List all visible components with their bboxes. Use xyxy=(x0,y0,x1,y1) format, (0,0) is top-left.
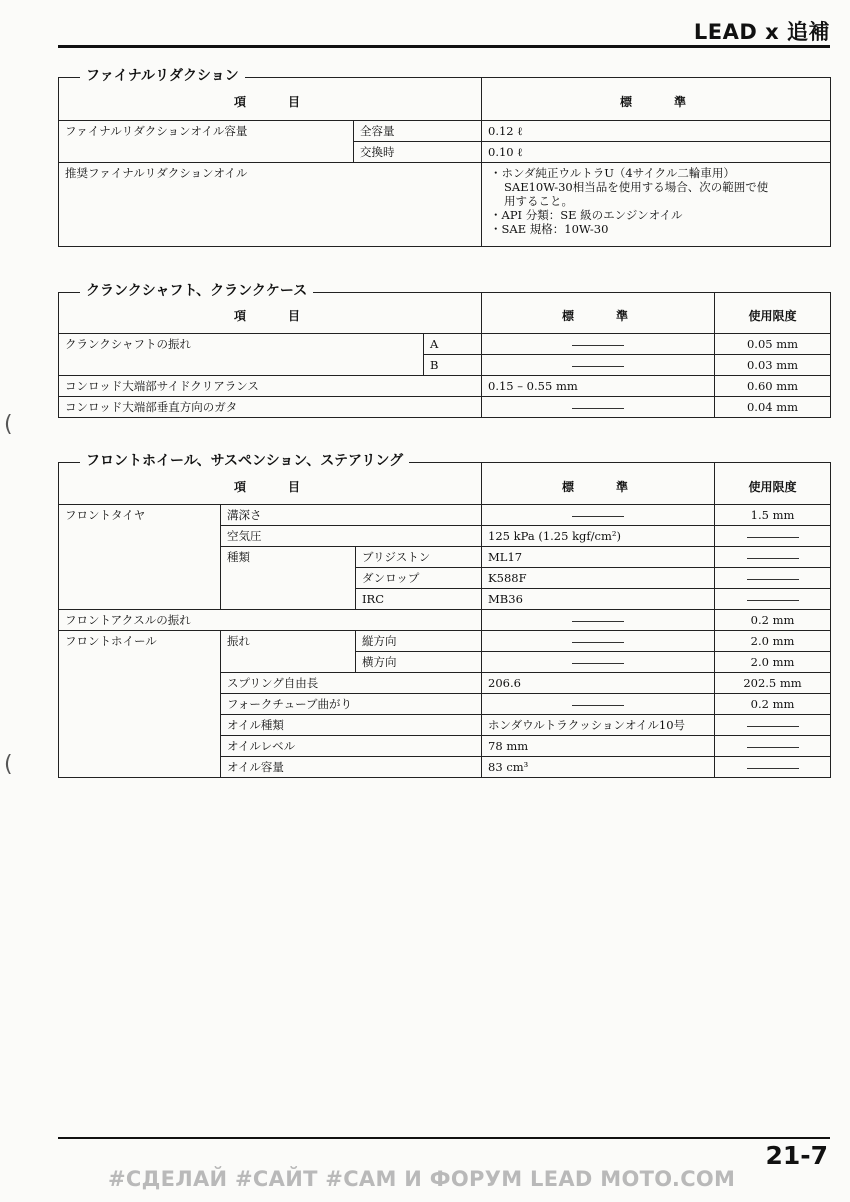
empty-standard xyxy=(482,505,715,526)
recommended-line: ・API 分類：SE 級のエンジンオイル xyxy=(490,208,683,222)
dunlop-label: ダンロップ xyxy=(356,568,482,589)
column-header-limit: 使用限度 xyxy=(715,463,831,505)
empty-standard xyxy=(482,397,715,418)
column-header-standard: 標 準 xyxy=(482,293,715,334)
empty-limit xyxy=(715,736,831,757)
spring-length-limit: 202.5 mm xyxy=(715,673,831,694)
final-reduction-table xyxy=(58,77,831,247)
binder-hole-mark: ( xyxy=(4,412,13,437)
oil-capacity-label: オイル容量 xyxy=(221,757,482,778)
empty-limit xyxy=(715,547,831,568)
empty-limit xyxy=(715,526,831,547)
dash xyxy=(747,747,799,748)
empty-standard xyxy=(482,334,715,355)
crankshaft-section xyxy=(58,283,830,418)
dash xyxy=(572,663,624,664)
oil-type-standard: ホンダウルトラクッションオイル10号 xyxy=(482,715,715,736)
vertical-runout-label: 縦方向 xyxy=(356,631,482,652)
point-b-limit: 0.03 mm xyxy=(715,355,831,376)
front-table xyxy=(58,462,831,778)
lateral-runout-label: 横方向 xyxy=(356,652,482,673)
empty-limit xyxy=(715,715,831,736)
recommended-line: ・SAE 規格：10W-30 xyxy=(490,222,609,236)
binder-hole-mark: ( xyxy=(4,752,13,777)
change-capacity-label: 交換時 xyxy=(354,142,482,163)
dash xyxy=(572,366,624,367)
dunlop-standard: K588F xyxy=(482,568,715,589)
pressure-label: 空気圧 xyxy=(221,526,482,547)
axle-runout-limit: 0.2 mm xyxy=(715,610,831,631)
column-header-item: 項 目 xyxy=(59,78,482,121)
page-number: 21-7 xyxy=(765,1141,828,1170)
oil-capacity-standard: 83 cm³ xyxy=(482,757,715,778)
front-section xyxy=(58,453,830,778)
oil-type-label: オイル種類 xyxy=(221,715,482,736)
spring-length-standard: 206.6 xyxy=(482,673,715,694)
section-title: ファイナルリダクション xyxy=(80,67,245,85)
dash xyxy=(747,768,799,769)
groove-depth-limit: 1.5 mm xyxy=(715,505,831,526)
oil-level-label: オイルレベル xyxy=(221,736,482,757)
crankshaft-table xyxy=(58,292,831,418)
recommended-line: 用すること。 xyxy=(504,194,574,208)
dash xyxy=(572,621,624,622)
recommended-line: SAE10W-30相当品を使用する場合、次の範囲で使 xyxy=(504,180,769,194)
empty-limit xyxy=(715,757,831,778)
irc-label: IRC xyxy=(356,589,482,610)
total-capacity-label: 全容量 xyxy=(354,121,482,142)
oil-capacity-label: ファイナルリダクションオイル容量 xyxy=(59,121,354,163)
side-clearance-label: コンロッド大端部サイドクリアランス xyxy=(59,376,482,397)
crankshaft-runout-label: クランクシャフトの振れ xyxy=(59,334,424,376)
empty-limit xyxy=(715,568,831,589)
dash xyxy=(572,345,624,346)
vertical-play-limit: 0.04 mm xyxy=(715,397,831,418)
tire-type-label: 種類 xyxy=(221,547,356,610)
lateral-runout-limit: 2.0 mm xyxy=(715,652,831,673)
recommended-line: ・ホンダ純正ウルトラU（4サイクル二輪車用） xyxy=(490,166,735,180)
groove-depth-label: 溝深さ xyxy=(221,505,482,526)
bridgestone-label: ブリジストン xyxy=(356,547,482,568)
page-header-title: LEAD x 追補 xyxy=(693,20,830,44)
section-title: クランクシャフト、クランクケース xyxy=(80,282,313,300)
pressure-standard: 125 kPa (1.25 kgf/cm²) xyxy=(482,526,715,547)
empty-standard xyxy=(482,694,715,715)
section-title: フロントホイール、サスペンション、ステアリング xyxy=(80,452,409,470)
final-reduction-section xyxy=(58,68,830,247)
wheel-runout-label: 振れ xyxy=(221,631,356,673)
column-header-standard: 標 準 xyxy=(482,78,831,121)
dash xyxy=(747,558,799,559)
fork-bend-limit: 0.2 mm xyxy=(715,694,831,715)
column-header-limit: 使用限度 xyxy=(715,293,831,334)
spring-length-label: スプリング自由長 xyxy=(221,673,482,694)
vertical-play-label: コンロッド大端部垂直方向のガタ xyxy=(59,397,482,418)
column-header-standard: 標 準 xyxy=(482,463,715,505)
recommended-oil-value xyxy=(482,163,831,247)
total-capacity-value: 0.12 ℓ xyxy=(482,121,831,142)
axle-runout-label: フロントアクスルの振れ xyxy=(59,610,482,631)
point-a-label: A xyxy=(424,334,482,355)
irc-standard: MB36 xyxy=(482,589,715,610)
dash xyxy=(572,408,624,409)
empty-standard xyxy=(482,355,715,376)
recommended-oil-label: 推奨ファイナルリダクションオイル xyxy=(59,163,482,247)
column-header-item: 項 目 xyxy=(59,293,482,334)
vertical-runout-limit: 2.0 mm xyxy=(715,631,831,652)
front-tire-label: フロントタイヤ xyxy=(59,505,221,610)
dash xyxy=(747,726,799,727)
side-clearance-limit: 0.60 mm xyxy=(715,376,831,397)
watermark-text: #СДЕЛАЙ #САЙТ #САМ И ФОРУМ LEAD MOTO.COM xyxy=(108,1167,736,1191)
empty-standard xyxy=(482,631,715,652)
side-clearance-standard: 0.15 – 0.55 mm xyxy=(482,376,715,397)
point-b-label: B xyxy=(424,355,482,376)
dash xyxy=(747,537,799,538)
dash xyxy=(572,705,624,706)
bridgestone-standard: ML17 xyxy=(482,547,715,568)
footer-rule xyxy=(58,1137,830,1139)
dash xyxy=(572,642,624,643)
column-header-item: 項 目 xyxy=(59,463,482,505)
header-rule xyxy=(58,45,830,48)
empty-standard xyxy=(482,652,715,673)
dash xyxy=(747,579,799,580)
dash xyxy=(747,600,799,601)
empty-standard xyxy=(482,610,715,631)
point-a-limit: 0.05 mm xyxy=(715,334,831,355)
oil-level-standard: 78 mm xyxy=(482,736,715,757)
empty-limit xyxy=(715,589,831,610)
fork-bend-label: フォークチューブ曲がり xyxy=(221,694,482,715)
front-wheel-label: フロントホイール xyxy=(59,631,221,778)
dash xyxy=(572,516,624,517)
change-capacity-value: 0.10 ℓ xyxy=(482,142,831,163)
